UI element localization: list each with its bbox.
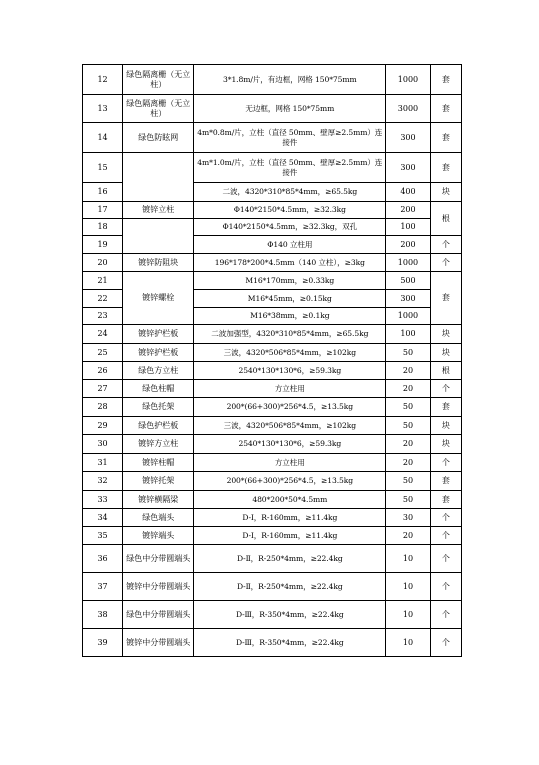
table-row — [83, 454, 462, 472]
quantity-cell: 20 — [386, 380, 431, 398]
spec-cell: D-Ⅱ，R-250*4mm，≥22.4kg — [194, 545, 386, 573]
unit-cell: 个 — [430, 236, 461, 254]
quantity-cell: 20 — [386, 527, 431, 545]
table-row — [83, 202, 462, 219]
unit-cell: 个 — [430, 454, 461, 472]
quantity-cell: 300 — [386, 123, 431, 153]
spec-cell: 无边框，网格 150*75mm — [194, 95, 386, 123]
spec-cell: 4m*0.8m/片，立柱（直径 50mm、壁厚≥2.5mm）连接件 — [194, 123, 386, 153]
row-number-cell: 33 — [83, 491, 123, 509]
item-name-cell: 绿色柱帽 — [123, 380, 194, 398]
row-number-cell: 23 — [83, 308, 123, 325]
unit-cell: 套 — [430, 123, 461, 153]
unit-cell: 个 — [430, 380, 461, 398]
item-name-cell: 绿色护栏板 — [123, 417, 194, 435]
spec-cell: D-Ⅰ，R-160mm，≥11.4kg — [194, 509, 386, 527]
quantity-cell: 200 — [386, 202, 431, 219]
unit-cell: 套 — [430, 272, 461, 325]
row-number-cell: 39 — [83, 629, 123, 657]
spec-cell: D-Ⅲ，R-350*4mm，≥22.4kg — [194, 601, 386, 629]
table-row — [83, 153, 462, 183]
item-name-cell: 绿色隔离栅（无立柱） — [123, 65, 194, 95]
table-row — [83, 573, 462, 601]
spec-cell: 三波，4320*506*85*4mm，≥102kg — [194, 344, 386, 362]
unit-cell: 套 — [430, 472, 461, 491]
unit-cell: 块 — [430, 325, 461, 344]
spec-cell: 196*178*200*4.5mm（140 立柱），≥3kg — [194, 254, 386, 272]
row-number-cell: 13 — [83, 95, 123, 123]
row-number-cell: 25 — [83, 344, 123, 362]
quantity-cell: 50 — [386, 417, 431, 435]
table-row — [83, 491, 462, 509]
unit-cell: 套 — [430, 95, 461, 123]
unit-cell: 个 — [430, 527, 461, 545]
quantity-cell: 10 — [386, 545, 431, 573]
table-row — [83, 601, 462, 629]
item-name-cell: 镀锌护栏板 — [123, 344, 194, 362]
item-name-cell: 镀锌托架 — [123, 472, 194, 491]
row-number-cell: 12 — [83, 65, 123, 95]
row-number-cell: 38 — [83, 601, 123, 629]
row-number-cell: 15 — [83, 153, 123, 183]
item-name-cell: 镀锌中分带圆端头 — [123, 629, 194, 657]
item-name-cell: 镀锌螺栓 — [123, 272, 194, 325]
table-row — [83, 629, 462, 657]
row-number-cell: 26 — [83, 362, 123, 380]
row-number-cell: 28 — [83, 398, 123, 417]
table-row — [83, 95, 462, 123]
quantity-cell: 1000 — [386, 254, 431, 272]
table-row — [83, 380, 462, 398]
quantity-cell: 20 — [386, 362, 431, 380]
quantity-cell: 50 — [386, 472, 431, 491]
unit-cell: 块 — [430, 417, 461, 435]
row-number-cell: 21 — [83, 272, 123, 290]
spec-cell: 方立柱用 — [194, 380, 386, 398]
row-number-cell: 20 — [83, 254, 123, 272]
unit-cell: 块 — [430, 344, 461, 362]
spec-cell: 二波，4320*310*85*4mm，≥65.5kg — [194, 183, 386, 202]
unit-cell: 根 — [430, 202, 461, 236]
table-row — [83, 65, 462, 95]
unit-cell: 套 — [430, 398, 461, 417]
item-name-cell — [123, 153, 194, 202]
spec-cell: 2540*130*130*6，≥59.3kg — [194, 362, 386, 380]
row-number-cell: 30 — [83, 435, 123, 454]
quantity-cell: 50 — [386, 491, 431, 509]
table-row — [83, 545, 462, 573]
item-name-cell: 绿色中分带圆端头 — [123, 545, 194, 573]
spec-cell: M16*38mm，≥0.1kg — [194, 308, 386, 325]
item-name-cell: 镀锌横隔梁 — [123, 491, 194, 509]
spec-cell: D-Ⅲ，R-350*4mm，≥22.4kg — [194, 629, 386, 657]
spec-cell: D-Ⅱ，R-250*4mm，≥22.4kg — [194, 573, 386, 601]
quantity-cell: 100 — [386, 325, 431, 344]
item-name-cell: 镀锌方立柱 — [123, 435, 194, 454]
spec-cell: 二波加强型，4320*310*85*4mm，≥65.5kg — [194, 325, 386, 344]
unit-cell: 个 — [430, 573, 461, 601]
item-name-cell: 绿色托架 — [123, 398, 194, 417]
spec-cell: 200*(66+300)*256*4.5，≥13.5kg — [194, 472, 386, 491]
unit-cell: 套 — [430, 65, 461, 95]
item-name-cell: 镀锌防阻块 — [123, 254, 194, 272]
unit-cell: 套 — [430, 491, 461, 509]
item-name-cell: 镀锌立柱 — [123, 202, 194, 219]
row-number-cell: 32 — [83, 472, 123, 491]
quantity-cell: 400 — [386, 183, 431, 202]
table-row — [83, 435, 462, 454]
row-number-cell: 22 — [83, 290, 123, 308]
quantity-cell: 100 — [386, 219, 431, 236]
table-row — [83, 123, 462, 153]
table-row — [83, 325, 462, 344]
quantity-cell: 50 — [386, 344, 431, 362]
table-row — [83, 417, 462, 435]
unit-cell: 块 — [430, 435, 461, 454]
item-name-cell: 镀锌中分带圆端头 — [123, 573, 194, 601]
table-row — [83, 362, 462, 380]
spec-cell: D-Ⅰ，R-160mm，≥11.4kg — [194, 527, 386, 545]
quantity-cell: 10 — [386, 601, 431, 629]
spec-cell: 2540*130*130*6，≥59.3kg — [194, 435, 386, 454]
spec-cell: 三波，4320*506*85*4mm，≥102kg — [194, 417, 386, 435]
row-number-cell: 19 — [83, 236, 123, 254]
unit-cell: 个 — [430, 629, 461, 657]
unit-cell: 套 — [430, 153, 461, 183]
unit-cell: 个 — [430, 509, 461, 527]
item-name-cell: 绿色隔离栅（无立柱） — [123, 95, 194, 123]
unit-cell: 个 — [430, 545, 461, 573]
quantity-cell: 50 — [386, 398, 431, 417]
spec-cell: 方立柱用 — [194, 454, 386, 472]
table-row — [83, 509, 462, 527]
table-row — [83, 219, 462, 236]
item-name-cell: 镀锌护栏板 — [123, 325, 194, 344]
quantity-cell: 3000 — [386, 95, 431, 123]
quantity-cell: 20 — [386, 435, 431, 454]
row-number-cell: 31 — [83, 454, 123, 472]
item-name-cell: 绿色方立柱 — [123, 362, 194, 380]
row-number-cell: 37 — [83, 573, 123, 601]
row-number-cell: 36 — [83, 545, 123, 573]
row-number-cell: 14 — [83, 123, 123, 153]
row-number-cell: 35 — [83, 527, 123, 545]
quantity-cell: 10 — [386, 573, 431, 601]
unit-cell: 根 — [430, 362, 461, 380]
spec-cell: 200*(66+300)*256*4.5，≥13.5kg — [194, 398, 386, 417]
materials-table-body — [83, 65, 462, 657]
quantity-cell: 10 — [386, 629, 431, 657]
quantity-cell: 200 — [386, 236, 431, 254]
quantity-cell: 20 — [386, 454, 431, 472]
unit-cell: 块 — [430, 183, 461, 202]
spec-cell: 4m*1.0m/片，立柱（直径 50mm、壁厚≥2.5mm）连接件 — [194, 153, 386, 183]
item-name-cell: 镀锌柱帽 — [123, 454, 194, 472]
spec-cell: M16*45mm，≥0.15kg — [194, 290, 386, 308]
item-name-cell: 绿色防眩网 — [123, 123, 194, 153]
unit-cell: 个 — [430, 601, 461, 629]
table-row — [83, 398, 462, 417]
row-number-cell: 34 — [83, 509, 123, 527]
quantity-cell: 1000 — [386, 65, 431, 95]
quantity-cell: 300 — [386, 290, 431, 308]
unit-cell: 个 — [430, 254, 461, 272]
materials-table — [82, 64, 462, 657]
row-number-cell: 24 — [83, 325, 123, 344]
spec-cell: M16*170mm，≥0.33kg — [194, 272, 386, 290]
quantity-cell: 1000 — [386, 308, 431, 325]
quantity-cell: 500 — [386, 272, 431, 290]
row-number-cell: 27 — [83, 380, 123, 398]
spec-cell: Φ140*2150*4.5mm，≥32.3kg — [194, 202, 386, 219]
row-number-cell: 16 — [83, 183, 123, 202]
item-name-cell: 绿色端头 — [123, 509, 194, 527]
spec-cell: 480*200*50*4.5mm — [194, 491, 386, 509]
table-row — [83, 272, 462, 290]
quantity-cell: 300 — [386, 153, 431, 183]
table-row — [83, 527, 462, 545]
row-number-cell: 17 — [83, 202, 123, 219]
table-row — [83, 344, 462, 362]
item-name-cell: 镀锌端头 — [123, 527, 194, 545]
row-number-cell: 18 — [83, 219, 123, 236]
spec-cell: Φ140*2150*4.5mm，≥32.3kg，双孔 — [194, 219, 386, 236]
spec-cell: Φ140 立柱用 — [194, 236, 386, 254]
item-name-cell — [123, 219, 194, 254]
row-number-cell: 29 — [83, 417, 123, 435]
quantity-cell: 30 — [386, 509, 431, 527]
table-row — [83, 254, 462, 272]
table-row — [83, 472, 462, 491]
item-name-cell: 绿色中分带圆端头 — [123, 601, 194, 629]
spec-cell: 3*1.8m/片，有边框，网格 150*75mm — [194, 65, 386, 95]
